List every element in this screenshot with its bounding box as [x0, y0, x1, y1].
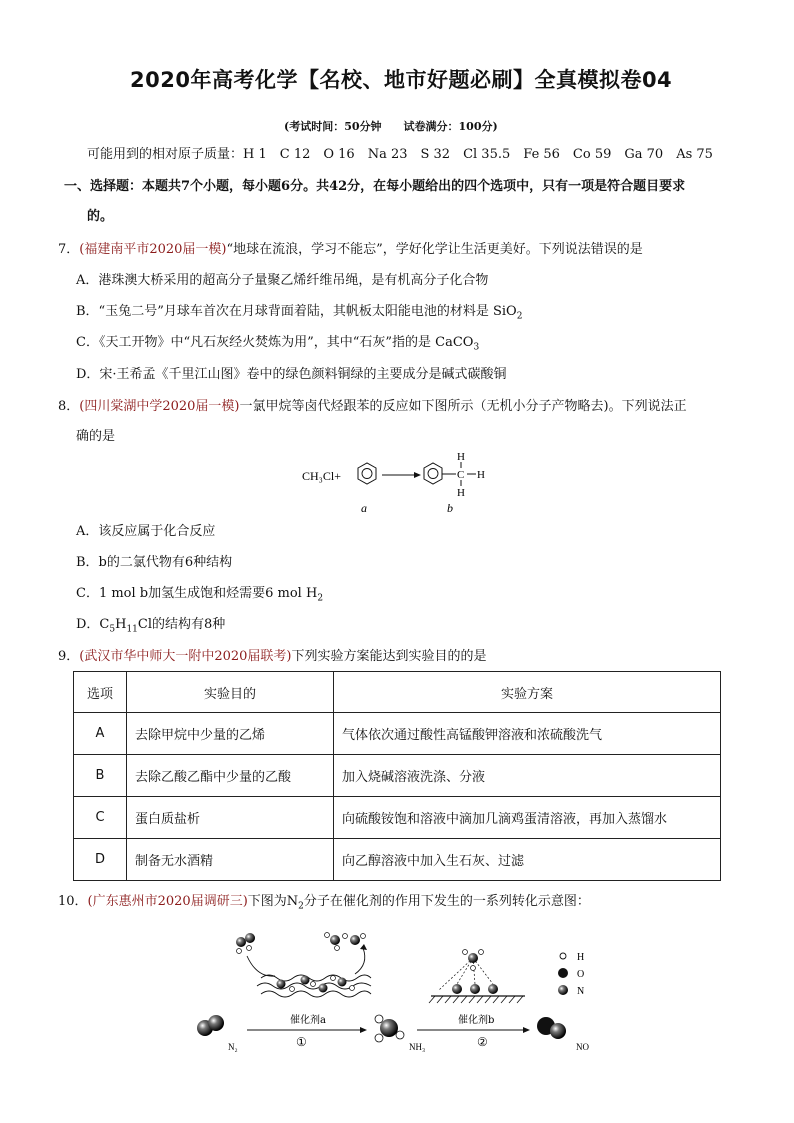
table-cell: 去除乙酸乙酯中少量的乙酸: [127, 755, 334, 797]
carbon-atom: C: [457, 469, 465, 481]
question-number: 9．: [58, 649, 80, 664]
benzene-ring-b: [424, 463, 442, 484]
question-text: 下图为N: [247, 894, 299, 909]
question-source: (广东惠州市2020届调研三): [87, 894, 248, 909]
option-text: C．1 mol b加氢生成饱和烃需要6 mol H: [76, 586, 318, 601]
question-8-stem-line2: 确的是: [76, 429, 116, 444]
compound-b-label: b: [447, 501, 453, 515]
q8-option-a: A．该反应属于化合反应: [76, 524, 216, 539]
question-text: 下列实验方案能达到实验目的的是: [291, 649, 487, 664]
question-8-stem: [58, 398, 687, 416]
q8-option-c: [76, 585, 323, 608]
arrow-step-2-head: [523, 1027, 530, 1033]
n2-label: N₂: [228, 1042, 238, 1052]
q7-option-d: D．宋·王希孟《千里江山图》卷中的绿色颜料铜绿的主要成分是碱式碳酸铜: [76, 367, 507, 382]
subscript: 2: [516, 311, 523, 322]
question-text: 分子在催化剂的作用下发生的一系列转化示意图：: [303, 894, 590, 909]
q7-option-a: A．港珠澳大桥采用的超高分子量聚乙烯纤维吊绳，是有机高分子化合物: [76, 273, 489, 288]
column-header: 实验目的: [127, 672, 334, 713]
step-1-label: ①: [296, 1035, 307, 1049]
subscript: 2: [298, 901, 304, 912]
hydrogen-atom-right: H: [477, 469, 485, 481]
table-cell: 去除甲烷中少量的乙烯: [127, 713, 334, 755]
table-cell: B: [74, 755, 127, 797]
no-label: NO: [576, 1042, 589, 1052]
table-cell: 向乙醇溶液中加入生石灰、过滤: [334, 839, 721, 881]
nh3-label: NH₃: [409, 1042, 426, 1052]
page-title: 2020年高考化学【名校、地市好题必刷】全真模拟卷04: [130, 68, 673, 92]
table-header-row: [74, 672, 721, 713]
question-source: (武汉市华中师大一附中2020届联考): [79, 649, 292, 664]
q8-option-d: [76, 616, 225, 639]
table-cell: 制备无水酒精: [127, 839, 334, 881]
table-cell: C: [74, 797, 127, 839]
n2-molecule: [197, 1015, 224, 1036]
table-cell: A: [74, 713, 127, 755]
atomic-masses: 可能用到的相对原子质量：H 1 C 12 O 16 Na 23 S 32 Cl 35.5 Fe 56 Co 59 Ga 70 As 75: [87, 147, 713, 162]
adsorbed-atoms: [277, 976, 355, 993]
option-text: C．《天工开物》中“凡石灰经火焚炼为用”，其中“石灰”指的是 CaCO: [76, 335, 474, 350]
column-header: 选项: [74, 672, 127, 713]
question-text: “地球在流浪，学习不能忘”，学好化学让生活更美好。下列说法错误的是: [226, 242, 643, 257]
legend: [558, 952, 584, 997]
incoming-molecule: [236, 933, 255, 954]
compound-a-label: a: [361, 501, 367, 515]
nh3-molecule: [375, 1015, 404, 1042]
hydrogen-atom-bottom: H: [457, 487, 465, 499]
table-cell: 向硫酸铵饱和溶液中滴加几滴鸡蛋清溶液，再加入蒸馏水: [334, 797, 721, 839]
q8-option-b: B．b的二氯代物有6种结构: [76, 555, 233, 570]
benzene-ring-a: [358, 463, 376, 484]
curved-arrow-in: [247, 956, 275, 976]
column-header: 实验方案: [334, 672, 721, 713]
question-source: (福建南平市2020届一模): [79, 242, 227, 257]
reaction-diagram: [300, 448, 520, 518]
section-heading-line1: 一、选择题：本题共7个小题，每小题6分。共42分，在每小题给出的四个选项中，只有一项是符合题目要求: [64, 179, 686, 194]
subscript: 5: [109, 624, 116, 635]
curved-arrow-out: [355, 948, 365, 974]
table-cell: 气体依次通过酸性高锰酸钾溶液和浓硫酸洗气: [334, 713, 721, 755]
section-heading: [64, 178, 685, 196]
option-text: D．C: [76, 617, 110, 632]
arrow-head: [414, 472, 421, 478]
catalyst-b-label: 催化剂b: [458, 1015, 495, 1026]
question-number: 7．: [58, 242, 80, 257]
outgoing-molecule: [325, 933, 366, 951]
table-cell: 加入烧碱溶液洗涤、分液: [334, 755, 721, 797]
catalyst-b-surface: [429, 950, 525, 1004]
legend-label-o: O: [577, 969, 585, 980]
reactant-label: CH₃Cl+: [302, 469, 341, 483]
question-source: (四川棠湖中学2020届一模): [79, 399, 240, 414]
subscript: 11: [126, 624, 138, 635]
subscript: 3: [473, 342, 480, 353]
option-text: B．“玉兔二号”月球车首次在月球背面着陆，其帆板太阳能电池的材料是 SiO: [76, 304, 517, 319]
table-row: [74, 755, 721, 797]
legend-label-h: H: [577, 952, 585, 963]
option-text: Cl的结构有8种: [137, 617, 226, 632]
subscript: 2: [317, 593, 324, 604]
hydrogen-atom-top: H: [457, 451, 465, 463]
question-text: 一氯甲烷等卤代烃跟苯的反应如下图所示（无机小分子产物略去)。下列说法正: [239, 399, 687, 414]
q7-option-c: [76, 334, 479, 357]
table-row: [74, 713, 721, 755]
table-cell: 蛋白质盐析: [127, 797, 334, 839]
question-10-stem: [58, 893, 590, 916]
option-text: H: [115, 617, 127, 632]
step-2-label: ②: [477, 1035, 488, 1049]
table-row: [74, 839, 721, 881]
table-cell: D: [74, 839, 127, 881]
exam-info: (考试时间：50分钟 试卷满分：100分): [284, 120, 498, 133]
question-9-stem: [58, 648, 487, 666]
experiment-table: [73, 671, 721, 881]
question-number: 8．: [58, 399, 80, 414]
question-7-stem: [58, 241, 643, 259]
arrow-step-1-head: [360, 1027, 367, 1033]
section-heading-line2: 的。: [87, 209, 114, 224]
no-molecule: [537, 1017, 566, 1039]
question-number: 10．: [58, 894, 88, 909]
q7-option-b: [76, 303, 522, 326]
table-row: [74, 797, 721, 839]
conversion-diagram: [195, 918, 615, 1063]
legend-label-n: N: [577, 986, 585, 997]
curved-arrow-out-head: [360, 944, 367, 950]
catalyst-a-label: 催化剂a: [290, 1015, 326, 1026]
